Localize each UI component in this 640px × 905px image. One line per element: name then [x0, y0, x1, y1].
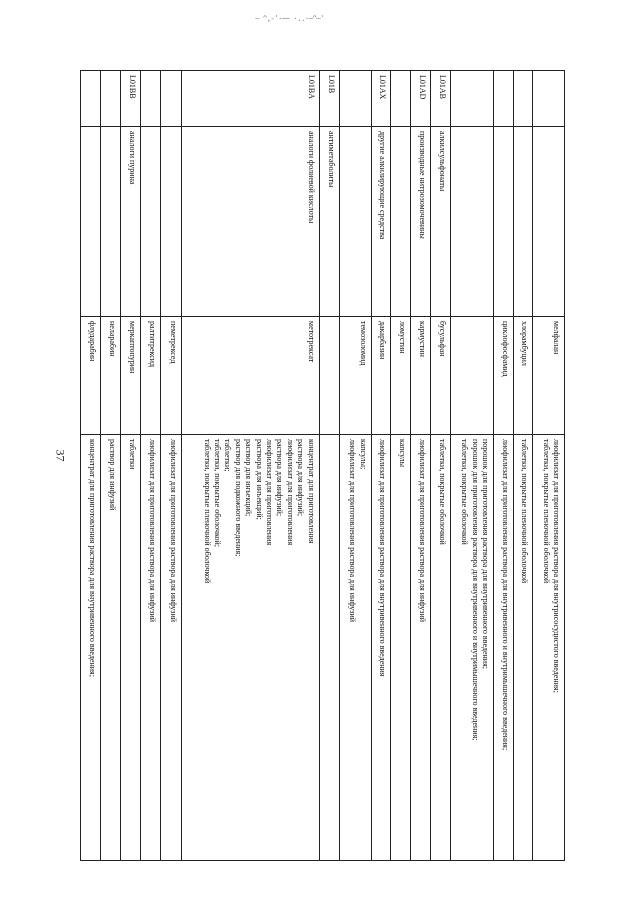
dosage-form-line: порошок для приготовления раствора для внутривенного и внутримышечного введения; [470, 439, 480, 741]
drug-name-cell: мелфалан [533, 317, 565, 435]
drug-name-cell: метотрексат [181, 317, 319, 435]
table-row [411, 71, 431, 861]
atc-code-cell: L01AB [430, 71, 450, 127]
dosage-form-cell [391, 435, 411, 861]
atc-code-cell [391, 71, 411, 127]
dosage-form-cell [340, 435, 372, 861]
table-row [181, 71, 319, 861]
atc-code-cell [340, 71, 372, 127]
table-row [513, 71, 533, 861]
table-row [121, 71, 141, 861]
dosage-form-cell [513, 435, 533, 861]
drug-name-cell: ралтитрексид [141, 317, 161, 435]
page-number: 37 [53, 449, 68, 462]
group-name-cell: алкилсульфонаты [430, 127, 450, 317]
atc-code-cell [81, 71, 102, 127]
drug-name-cell: неларабин [101, 317, 121, 435]
group-name-cell [450, 127, 493, 317]
drug-name-cell: пеметрексед [161, 317, 181, 435]
dosage-form-line: таблетки, покрытые оболочкой; [213, 439, 223, 547]
dosage-form-line: капсулы [398, 439, 408, 467]
table-row [141, 71, 161, 861]
dosage-form-cell [81, 435, 102, 861]
atc-code-cell [101, 71, 121, 127]
atc-code-cell [161, 71, 181, 127]
atc-code-cell: L01AD [411, 71, 431, 127]
dosage-form-cell [161, 435, 181, 861]
dosage-form-cell [141, 435, 161, 861]
group-name-cell: производные нитрозомочевины [411, 127, 431, 317]
group-name-cell [533, 127, 565, 317]
drug-name-cell: циклофосфамид [493, 317, 513, 435]
dosage-form-line: таблетки, покрытые пленочной оболочкой [520, 439, 530, 584]
atc-code-cell [513, 71, 533, 127]
dosage-form-line: раствор для подкожного введения; [233, 439, 243, 557]
dosage-form-line: лиофилизат для приготовления раствора для инфузий [148, 439, 158, 623]
drug-name-cell [319, 317, 339, 435]
dosage-form-cell [101, 435, 121, 861]
table-row [340, 71, 372, 861]
dosage-form-line: лиофилизат для приготовления раствора для внутривенного и внутримышечного введения; [500, 439, 510, 751]
drug-name-cell [450, 317, 493, 435]
dosage-form-line: раствора для инфузий; [275, 439, 285, 517]
dosage-form-cell [430, 435, 450, 861]
dosage-form-line: концентрат для приготовления раствора для внутривенного введения; [88, 439, 98, 677]
group-name-cell: другие алкилирующие средства [371, 127, 391, 317]
dosage-form-line: таблетки, покрытые оболочкой [437, 439, 447, 545]
group-name-cell: антиметаболиты [319, 127, 339, 317]
dosage-form-line: раствор для инъекций; [244, 439, 254, 517]
drug-name-cell: кармустин [411, 317, 431, 435]
group-name-cell [81, 127, 102, 317]
group-name-cell: аналоги пурина [121, 127, 141, 317]
group-name-cell [493, 127, 513, 317]
dosage-form-line: порошок для приготовления раствора для внутривенного введения; [480, 439, 490, 669]
dosage-form-line: таблетки, покрытые пленочной оболочкой [541, 439, 551, 584]
atc-code-cell [533, 71, 565, 127]
atc-code-cell: L01B [319, 71, 339, 127]
drug-name-cell: темозоломид [340, 317, 372, 435]
drug-name-cell: дакарбазин [371, 317, 391, 435]
dosage-form-cell [181, 435, 319, 861]
dosage-form-line: таблетки, покрытые пленочной оболочкой [202, 439, 212, 584]
group-name-cell: аналоги фолиевой кислоты [181, 127, 319, 317]
atc-code-cell [493, 71, 513, 127]
table-row [533, 71, 565, 861]
table-row [81, 71, 102, 861]
dosage-form-line: лиофилизат для приготовления раствора для внутривенного введения [378, 439, 388, 677]
dosage-form-line: концентрат для приготовления [306, 439, 316, 544]
table-row [391, 71, 411, 861]
dosage-form-line: раствора для инъекций; [254, 439, 264, 520]
table-row [493, 71, 513, 861]
drug-name-cell: бусульфан [430, 317, 450, 435]
scan-artifact: ~ ^,-'·~~ ·..·~^~' [255, 14, 324, 23]
drug-name-cell: ломустин [391, 317, 411, 435]
table-row [101, 71, 121, 861]
dosage-form-line: лиофилизат для приготовления раствора для внутрисосудистого введения; [552, 439, 561, 693]
dosage-form-line: раствора для инфузий; [296, 439, 306, 517]
table-row [319, 71, 339, 861]
drug-name-cell: меркаптопурин [121, 317, 141, 435]
table-container [80, 70, 565, 860]
atc-code-cell: L01BB [121, 71, 141, 127]
dosage-form-cell [493, 435, 513, 861]
atc-code-cell [450, 71, 493, 127]
dosage-form-line: лиофилизат для приготовления раствора для инфузий [417, 439, 427, 623]
dosage-form-line: капсулы; [358, 439, 368, 470]
group-name-cell [513, 127, 533, 317]
dosage-form-line: лиофилизат для приготовления раствора для инфузий [168, 439, 178, 623]
group-name-cell [101, 127, 121, 317]
group-name-cell [340, 127, 372, 317]
group-name-cell [161, 127, 181, 317]
dosage-form-cell [121, 435, 141, 861]
table-row [371, 71, 391, 861]
drug-name-cell: хлорамбуцил [513, 317, 533, 435]
group-name-cell [391, 127, 411, 317]
dosage-form-line: таблетки; [223, 439, 233, 472]
dosage-form-line: лиофилизат для приготовления раствора для инфузий [348, 439, 358, 623]
dosage-form-cell [450, 435, 493, 861]
dosage-form-line: таблетки, покрытые оболочкой [460, 439, 470, 545]
dosage-form-cell [411, 435, 431, 861]
dosage-form-line: раствор для инфузий [108, 439, 118, 511]
atc-code-cell: L01BA [181, 71, 319, 127]
dosage-form-line: таблетки [128, 439, 137, 470]
dosage-form-cell [319, 435, 339, 861]
dosage-form-cell [533, 435, 565, 861]
table-row [161, 71, 181, 861]
table-row [430, 71, 450, 861]
drug-table [80, 70, 565, 861]
group-name-cell [141, 127, 161, 317]
atc-code-cell: L01AX [371, 71, 391, 127]
dosage-form-cell [371, 435, 391, 861]
dosage-form-line: лиофилизат для приготовления [285, 439, 295, 546]
dosage-form-line: лиофилизат для приготовления [265, 439, 275, 546]
drug-name-cell: флударабин [81, 317, 102, 435]
atc-code-cell [141, 71, 161, 127]
table-row [450, 71, 493, 861]
